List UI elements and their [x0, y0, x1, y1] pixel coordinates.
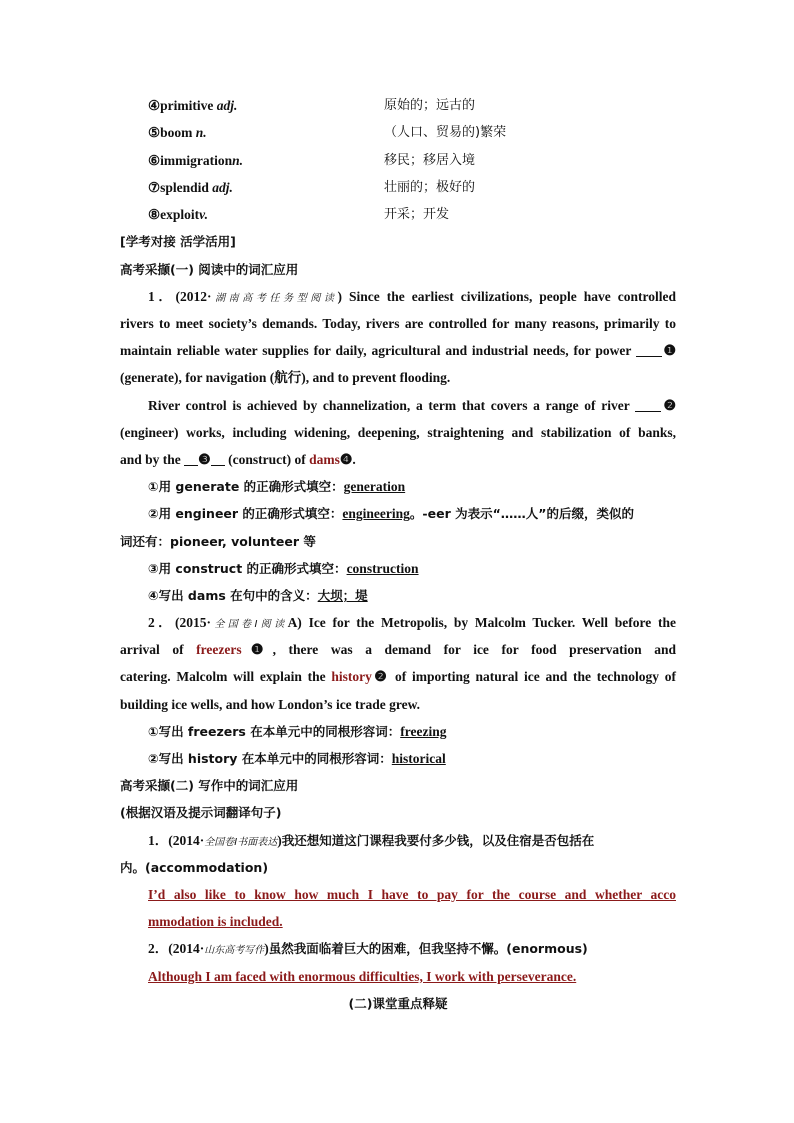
answer: construction	[346, 560, 419, 576]
footer-heading: (二)课堂重点释疑	[348, 995, 448, 1011]
q2-line-2: arrival of freezers❶, there was a demand for ice for food preservation and	[120, 642, 677, 659]
blank-3-left	[184, 451, 198, 466]
blank-marker: ❶	[241, 643, 273, 659]
highlight-word: freezers	[196, 642, 242, 658]
w1-line-1: 1．(2014·全国卷Ⅰ书面表达)我还想知道这门课程我要付多少钱，以及住宿是否包括在	[148, 832, 595, 848]
part2-title: 高考采撷(二) 写作中的词汇应用	[120, 778, 299, 794]
vocab-word: exploit	[160, 207, 200, 223]
vocab-pos: n.	[195, 125, 207, 141]
vocab-pos: adj.	[212, 179, 233, 195]
q1-line-2: rivers to meet society’s demands. Today, rivers are controlled for many reasons, primarily to	[120, 316, 676, 332]
blank-marker: ❶	[661, 344, 676, 360]
blank-marker: ❷	[371, 670, 390, 686]
q1-line-5: River control is achieved by channelization, a term that covers a range of river ❷	[148, 397, 677, 414]
vocab-number: ④	[148, 98, 161, 113]
vocab-row	[120, 201, 676, 228]
vocab-meaning: 移民；移居入境	[384, 152, 476, 168]
highlight-word: history	[331, 669, 372, 685]
answer: 大坝；堤	[317, 587, 368, 603]
w1-line-2: 内。(accommodation)	[120, 859, 269, 875]
q1-answer-4: ④写出 dams 在句中的含义：大坝；堤	[148, 587, 368, 603]
blank-1	[636, 342, 662, 357]
q1-line-3: maintain reliable water supplies for daily, agricultural and industrial needs, for power ❶	[120, 343, 676, 360]
w1-answer-1: I’d also like to know how much I have to pay for the course and whether acco	[148, 886, 676, 902]
w2-line-1: 2．(2014·山东高考写作)虽然我面临着巨大的困难，但我坚持不懈。(enormous)	[148, 941, 588, 957]
w2-answer: Although I am faced with enormous difficulties, I work with perseverance.	[148, 968, 577, 984]
q1-answer-3: ③用 construct 的正确形式填空：construction	[148, 560, 419, 576]
vocab-row	[120, 92, 676, 119]
q1-answer-1: ①用 generate 的正确形式填空：generation	[148, 479, 406, 495]
q2-answer-2: ②写出 history 在本单元中的同根形容词：historical	[148, 751, 446, 767]
part2-instruction: (根据汉语及提示词翻译句子)	[120, 805, 282, 821]
w2-source: 山东高考写作	[204, 945, 265, 957]
vocab-meaning: 原始的；远古的	[384, 98, 476, 113]
answer: engineering	[342, 506, 410, 522]
blank-marker: ❸	[198, 452, 211, 468]
q2-line-4: building ice wells, and how London’s ice trade grew.	[120, 696, 421, 712]
answer: generation	[343, 479, 406, 495]
q1-line-1: 1．(2012·湖南高考任务型阅读) Since the earliest civilizations, people have controlled	[148, 288, 677, 304]
q2-source: 全国卷Ⅰ阅读	[211, 619, 288, 631]
vocab-pos: n.	[232, 152, 243, 168]
vocab-row	[120, 119, 676, 146]
answer: historical	[391, 751, 446, 767]
vocab-meaning: 壮丽的；极好的	[384, 179, 476, 195]
answer: freezing	[400, 723, 447, 739]
q1-line-7: and by the ❸ (construct) of dams❹.	[120, 451, 356, 468]
blank-marker: ❹	[339, 452, 353, 468]
vocab-word: splendid	[160, 179, 209, 195]
q1-answer-2-note: 词还有：pioneer, volunteer 等	[120, 533, 316, 549]
blank-marker: ❷	[661, 398, 677, 414]
vocab-word: immigration	[160, 152, 233, 168]
q2-answer-1: ①写出 freezers 在本单元中的同根形容词：freezing	[148, 723, 447, 739]
vocab-pos: v.	[199, 207, 208, 223]
blank-2	[635, 397, 661, 412]
highlight-word: dams	[309, 451, 340, 467]
q1-line-6: (engineer) works, including widening, deepening, straightening and stabilization of banks,	[120, 424, 676, 440]
section-header: [学考对接 活学活用]	[120, 234, 236, 250]
page-content	[120, 92, 676, 1017]
q1-line-4: (generate), for navigation (航行), and to prevent flooding.	[120, 370, 451, 386]
vocab-meaning: 开采；开发	[384, 207, 450, 223]
vocab-number: ⑥	[148, 152, 161, 168]
vocab-number: ⑤	[148, 125, 161, 141]
q1-source: 湖南高考任务型阅读	[211, 292, 338, 304]
vocab-row	[120, 147, 676, 174]
q2-line-3: catering. Malcolm will explain the history❷ of importing natural ice and the technology of	[120, 669, 677, 686]
vocab-word: boom	[160, 125, 193, 141]
vocab-meaning: （人口、贸易的)繁荣	[384, 125, 507, 141]
q2-line-1: 2．(2015·全国卷Ⅰ阅读A) Ice for the Metropolis, by Malcolm Tucker. Well before the	[148, 615, 677, 631]
vocab-list	[120, 92, 676, 228]
vocab-word: primitive	[160, 98, 214, 113]
w1-answer-2: mmodation is included.	[148, 914, 283, 930]
q1-answer-2: ②用 engineer 的正确形式填空：engineering。-eer 为表示“……人”的后缀，类似的	[148, 506, 635, 522]
vocab-number: ⑦	[148, 179, 161, 195]
blank-3-right	[211, 451, 225, 466]
w1-source: 全国卷Ⅰ书面表达	[204, 836, 278, 848]
vocab-number: ⑧	[148, 207, 161, 223]
vocab-row	[120, 174, 676, 201]
part1-title: 高考采撷(一) 阅读中的词汇应用	[120, 261, 299, 277]
vocab-pos: adj.	[216, 98, 238, 113]
